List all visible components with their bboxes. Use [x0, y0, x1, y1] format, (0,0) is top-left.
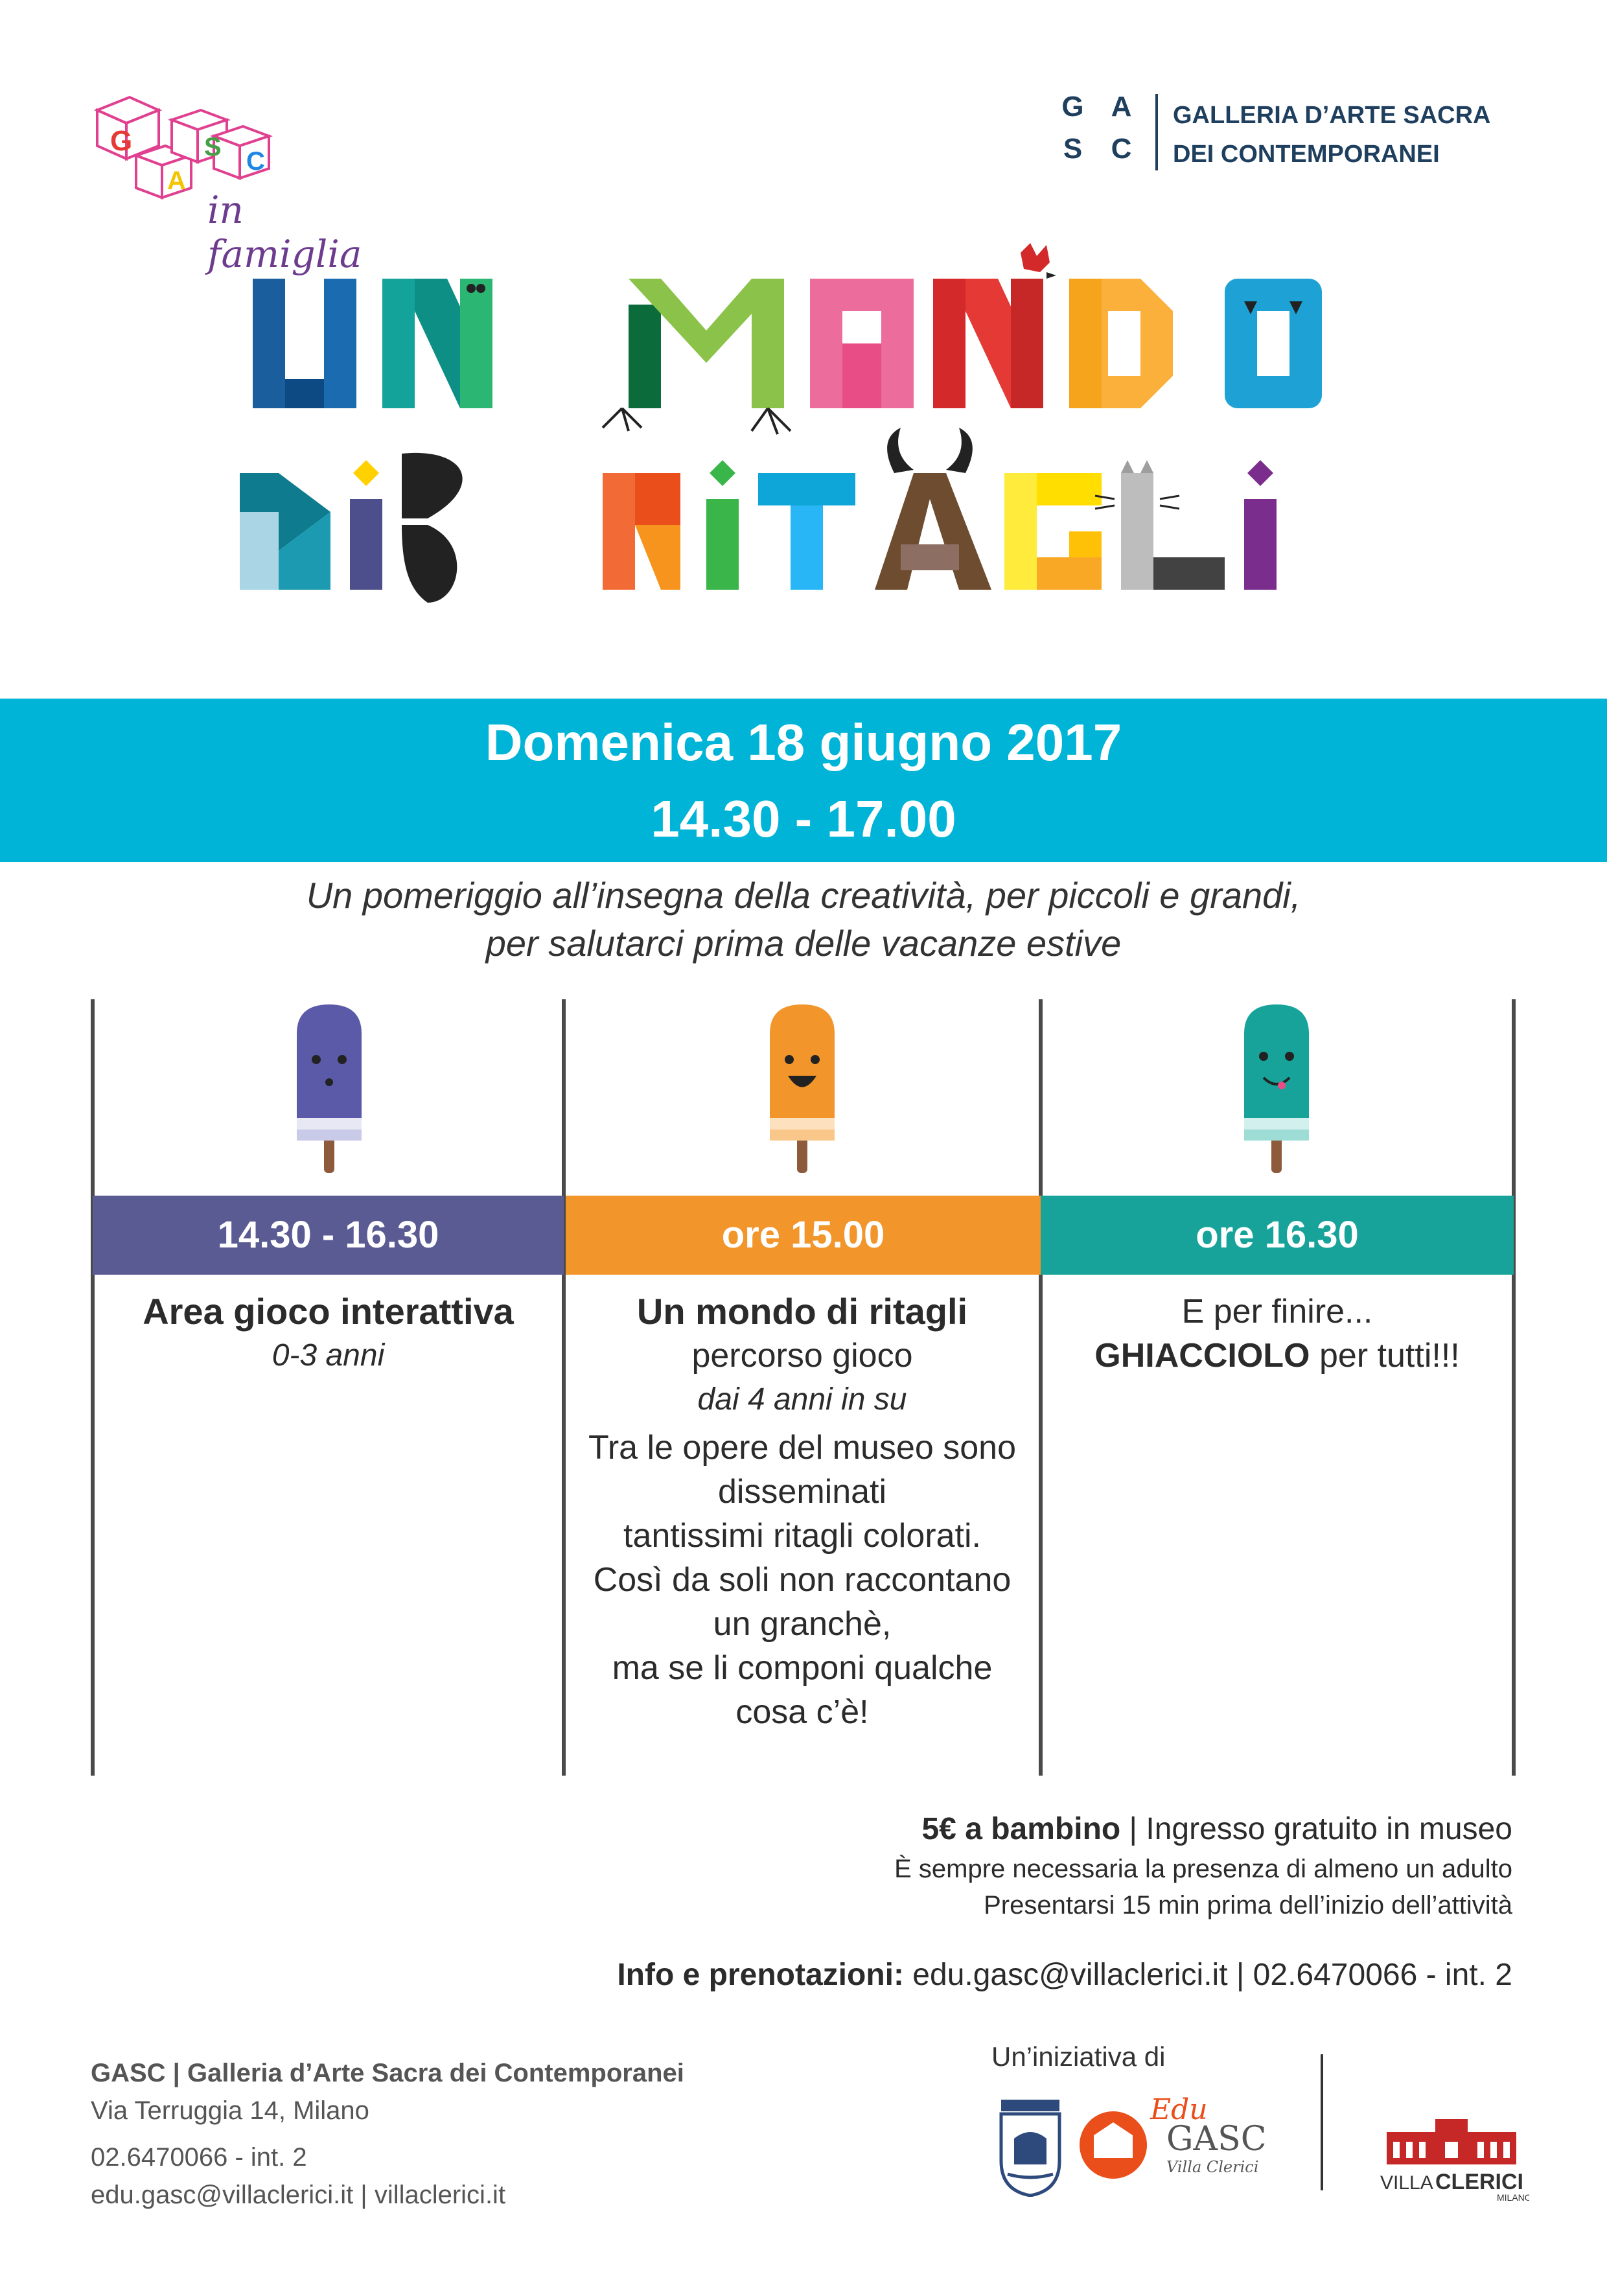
description-line: ma se li componi qualche [612, 1649, 993, 1687]
booking-info [617, 1957, 1512, 1993]
footer-phone: 02.6470066 - int. 2 [91, 2143, 307, 2172]
column-time-bar-2: ore 15.00 [566, 1196, 1041, 1275]
monogram-g: G [1061, 91, 1087, 122]
coat-of-arms-icon [995, 2100, 1066, 2197]
gallery-name-line1: GALLERIA D’ARTE SACRA [1173, 102, 1491, 129]
gallery-name [1173, 96, 1490, 174]
logo-letter-g: G [110, 125, 133, 157]
footer-divider [1321, 2054, 1323, 2190]
column-2-subtitle: percorso gioco [691, 1337, 913, 1374]
column-2-age: dai 4 anni in su [697, 1382, 907, 1417]
date-banner [0, 699, 1607, 862]
event-time: 14.30 - 17.00 [651, 790, 956, 848]
initiative-label: Un’iniziativa di [991, 2041, 1166, 2072]
monogram-s: S [1063, 133, 1085, 165]
edu-villa-label: Villa Clerici [1166, 2158, 1259, 2176]
column-1-title: Area gioco interattiva [143, 1291, 514, 1332]
gallery-name-line2: DEI CONTEMPORANEI [1173, 141, 1440, 168]
column-3-line1: E per finire... [1181, 1293, 1373, 1330]
column-3-rest: per tutti!!! [1310, 1337, 1460, 1374]
column-2-title: Un mondo di ritagli [636, 1291, 968, 1332]
villa-clerici-logo [1374, 2106, 1529, 2203]
ghiacciolo-text: GHIACCIOLO [1094, 1337, 1310, 1374]
description-line: un granchè, [713, 1605, 892, 1643]
gasc-monogram [1050, 91, 1147, 175]
column-time-bar-3: ore 16.30 [1041, 1196, 1514, 1275]
title-line-1-letters [253, 243, 1322, 434]
column-divider [1039, 999, 1043, 1776]
description-line: tantissimi ritagli colorati. [623, 1517, 981, 1555]
column-time-bar-1: 14.30 - 16.30 [93, 1196, 564, 1275]
column-2-description [566, 1426, 1039, 1734]
tagline-line2: per salutarci prima delle vacanze estive [485, 923, 1122, 964]
price-note-adult: È sempre necessaria la presenza di almeno un adulto [894, 1855, 1512, 1883]
footer-web[interactable]: edu.gasc@villaclerici.it | villaclerici.it [91, 2181, 506, 2209]
price-entry: | Ingresso gratuito in museo [1120, 1812, 1512, 1846]
price-note-arrival: Presentarsi 15 min prima dell’inizio dell’attività [984, 1891, 1512, 1919]
column-3-content [1043, 1290, 1512, 1378]
price-amount: 5€ a bambino [921, 1812, 1121, 1846]
clerici-label: CLERICI [1435, 2170, 1523, 2194]
logo-letter-c: C [246, 147, 265, 176]
column-2-content [566, 1290, 1039, 1734]
price-line [894, 1808, 1512, 1851]
tagline [0, 872, 1607, 968]
title-artwork [214, 240, 1393, 667]
description-line: Così da soli non raccontano [593, 1561, 1012, 1599]
milano-label: MILANO [1497, 2192, 1529, 2203]
column-1-age: 0-3 anni [272, 1338, 385, 1373]
edu-label: Edu [1150, 2093, 1208, 2126]
monogram-c: C [1111, 133, 1135, 165]
logo-letter-s: S [204, 133, 222, 161]
price-info [894, 1808, 1512, 1923]
popsicle-orange-icon [757, 1001, 848, 1176]
monogram-a: A [1111, 91, 1135, 122]
booking-label: Info e prenotazioni: [617, 1958, 904, 1992]
gasc-gallery-logo [1050, 91, 1516, 175]
title-line-2-letters [240, 428, 1277, 603]
popsicle-purple-icon [284, 1001, 375, 1176]
column-1-content [95, 1290, 562, 1378]
gasc-in-famiglia-logo [84, 91, 395, 276]
logo-script-text: in famiglia [207, 188, 362, 276]
column-divider [91, 999, 95, 1776]
column-3-line2 [1043, 1334, 1512, 1378]
description-line: disseminati [717, 1473, 887, 1511]
description-line: cosa c’è! [735, 1693, 869, 1731]
booking-contact[interactable]: edu.gasc@villaclerici.it | 02.6470066 - int. 2 [903, 1958, 1512, 1992]
logo-letter-a: A [167, 167, 186, 195]
footer-org: GASC | Galleria d’Arte Sacra dei Contemporanei [91, 2059, 684, 2087]
event-date: Domenica 18 giugno 2017 [485, 713, 1122, 771]
footer-address [91, 2054, 684, 2214]
column-divider [1512, 999, 1516, 1776]
edu-gasc-label: GASC [1166, 2120, 1267, 2159]
tagline-line1: Un pomeriggio all’insegna della creatività, per piccoli e grandi, [306, 875, 1301, 916]
description-line: Tra le opere del museo sono [588, 1429, 1016, 1467]
logo-divider [1155, 94, 1158, 170]
edu-gasc-logo [1076, 2074, 1270, 2190]
villa-label: VILLA [1380, 2172, 1433, 2194]
footer-street: Via Terruggia 14, Milano [91, 2096, 369, 2125]
popsicle-teal-icon [1231, 1001, 1322, 1176]
